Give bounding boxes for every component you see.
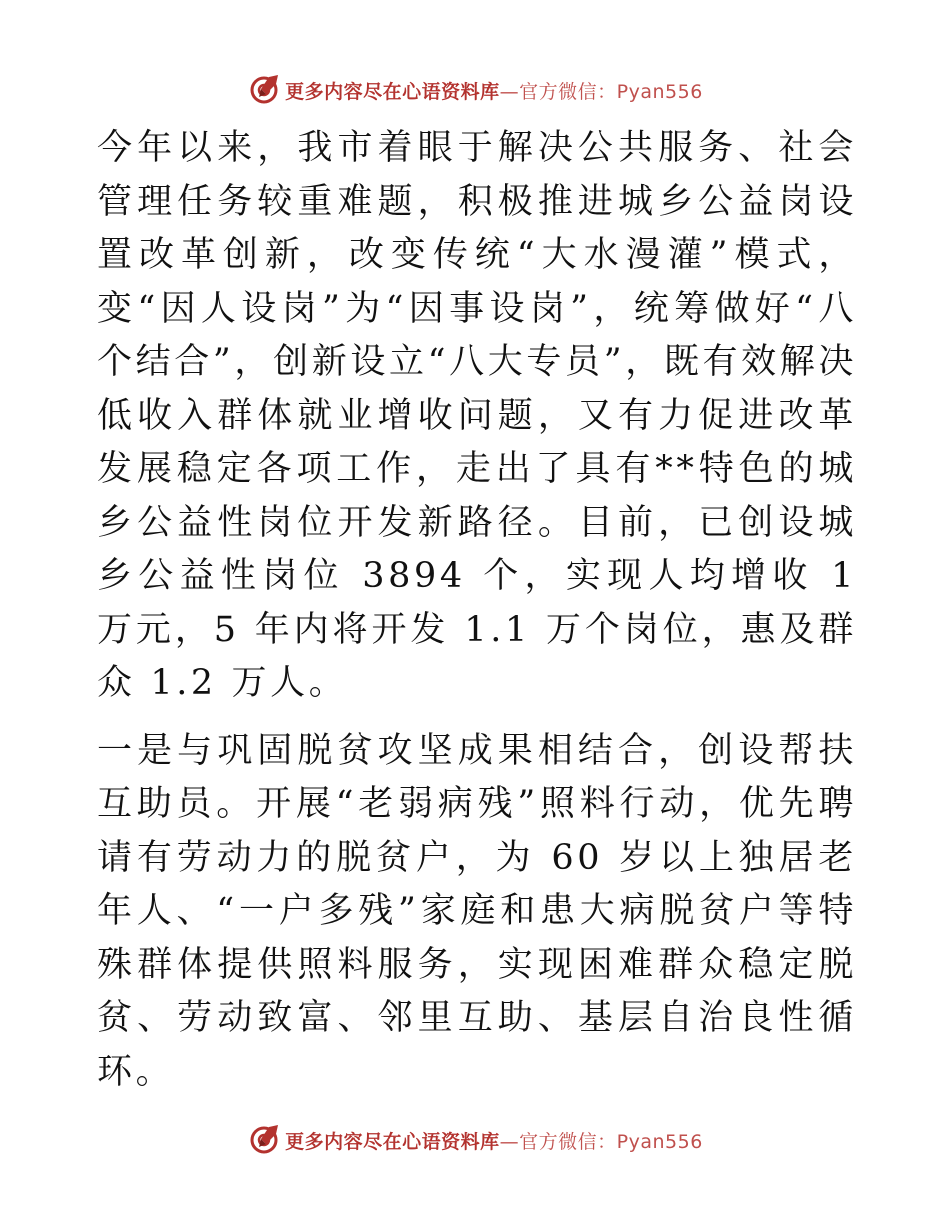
paragraph-intro: 今年以来，我市着眼于解决公共服务、社会管理任务较重难题，积极推进城乡公益岗设置改革创新，改变传统“大水漫灌”模式，变“因人设岗”为“因事设岗”，统筹做好“八个结合”，创新设立“八大专员”，既有效解决低收入群体就业增收问题，又有力促进改革发展稳定各项工作，走出了具有**特色的城乡公益性岗位开发新路径。目前，已创设城乡公益性岗位 3894 个，实现人均增收 1 万元，5 年内将开发 1.1 万个岗位，惠及群众 1.2 万人。: [97, 128, 857, 703]
header-banner: [0, 70, 950, 110]
site-name-text: 更多内容尽在心语资料库: [285, 80, 500, 103]
pen-logo-icon: [247, 73, 281, 107]
site-name-text: 更多内容尽在心语资料库: [285, 1130, 500, 1153]
paragraph-point-one: 一是与巩固脱贫攻坚成果相结合，创设帮扶互助员。开展“老弱病残”照料行动，优先聘请有劳动力的脱贫户，为 60 岁以上独居老年人、“一户多残”家庭和患大病脱贫户等特殊群体提供照料服务，实现困难群众稳定脱贫、劳动致富、邻里互助、基层自治良性循环。: [97, 730, 857, 1092]
wechat-id-text: —官方微信：Pyan556: [499, 80, 703, 103]
wechat-id-text: —官方微信：Pyan556: [499, 1130, 703, 1153]
document-body: [97, 122, 857, 1099]
pen-logo-icon: [247, 1123, 281, 1157]
footer-banner: [0, 1120, 950, 1160]
